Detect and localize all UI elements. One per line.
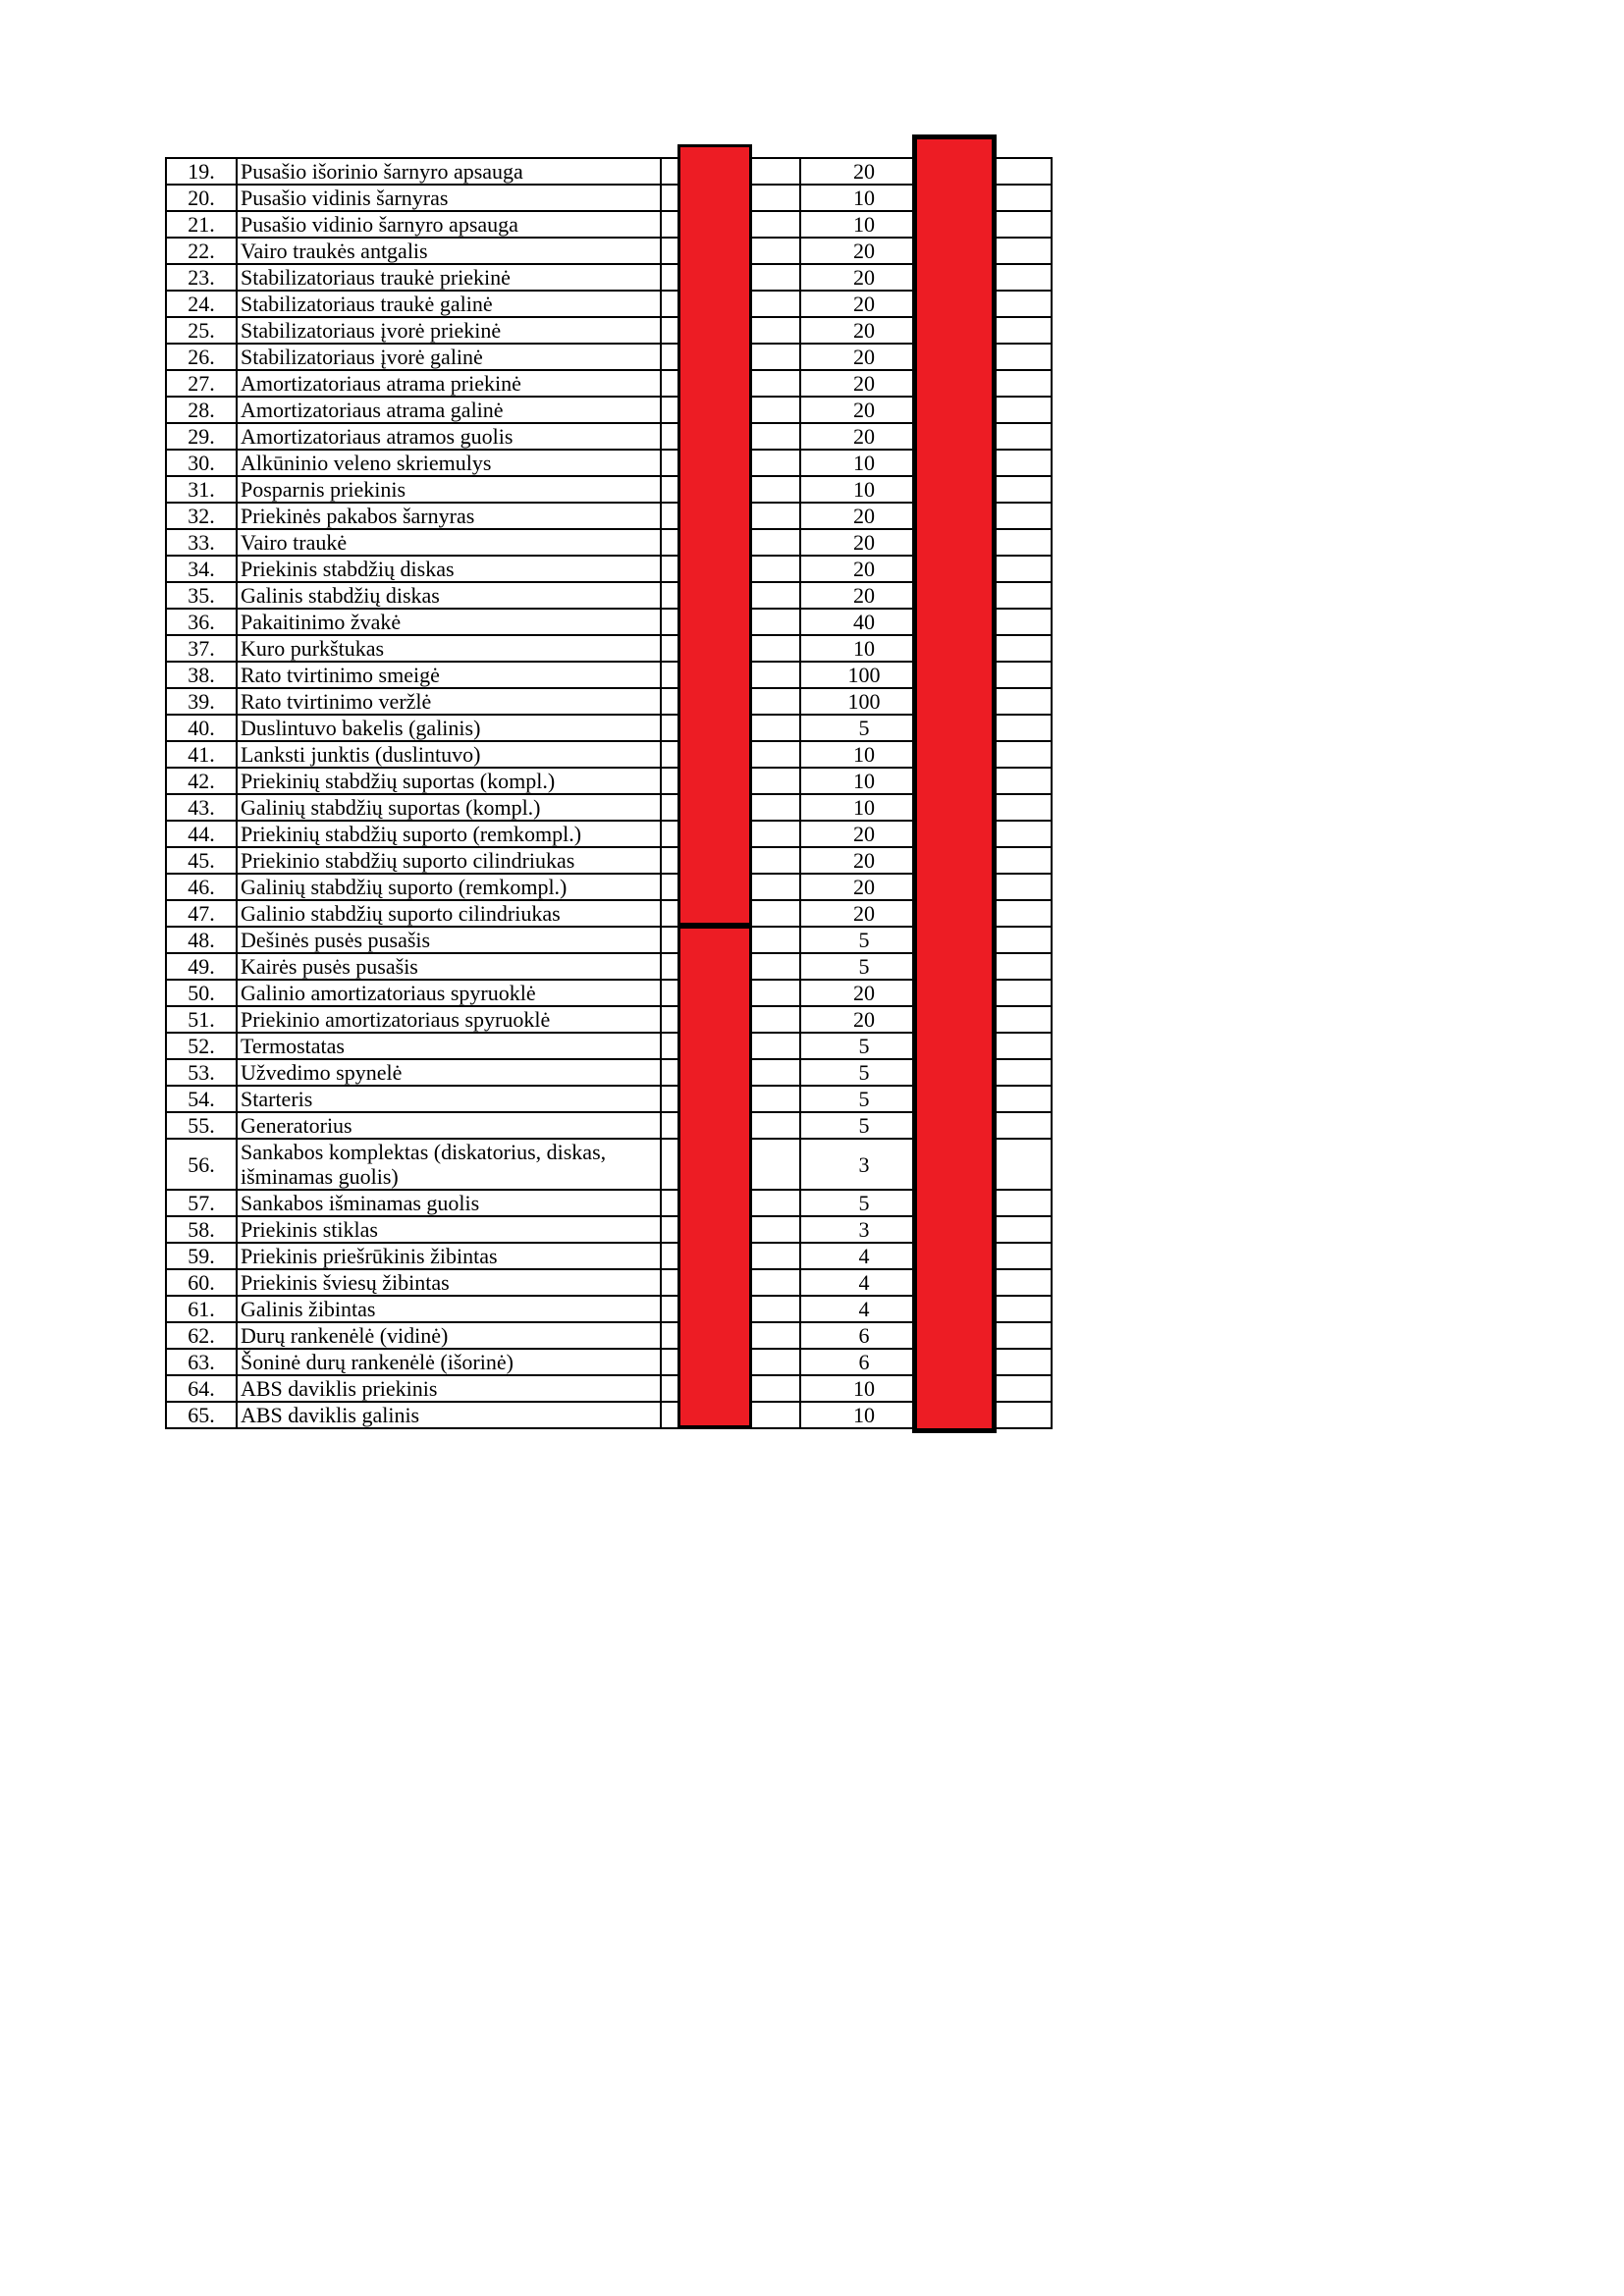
row-number: 65. [166,1402,237,1428]
row-number: 60. [166,1269,237,1296]
part-name: Priekinių stabdžių suporto (remkompl.) [237,821,661,847]
part-name: Starteris [237,1086,661,1112]
part-quantity: 10 [800,476,928,503]
part-name: Užvedimo spynelė [237,1059,661,1086]
row-number: 30. [166,450,237,476]
row-number: 21. [166,211,237,238]
part-quantity: 5 [800,1059,928,1086]
row-number: 54. [166,1086,237,1112]
row-number: 33. [166,529,237,556]
part-name: Priekinio amortizatoriaus spyruoklė [237,1006,661,1033]
part-name: Sankabos komplektas (diskatorius, diskas, išminamas guolis) [237,1139,661,1190]
part-quantity: 5 [800,715,928,741]
part-name: ABS daviklis galinis [237,1402,661,1428]
row-number: 49. [166,953,237,980]
row-number: 24. [166,291,237,317]
part-name: Kairės pusės pusašis [237,953,661,980]
part-name: Stabilizatoriaus traukė galinė [237,291,661,317]
part-name: Priekinis priešrūkinis žibintas [237,1243,661,1269]
part-quantity: 10 [800,794,928,821]
row-number: 31. [166,476,237,503]
part-name: Stabilizatoriaus įvorė galinė [237,344,661,370]
row-number: 37. [166,635,237,662]
row-number: 35. [166,582,237,609]
row-number: 63. [166,1349,237,1375]
part-quantity: 5 [800,1190,928,1216]
part-quantity: 5 [800,1112,928,1139]
part-quantity: 20 [800,556,928,582]
part-quantity: 10 [800,635,928,662]
row-number: 19. [166,158,237,185]
part-name: Priekinis stabdžių diskas [237,556,661,582]
part-name: ABS daviklis priekinis [237,1375,661,1402]
part-name: Alkūninio veleno skriemulys [237,450,661,476]
part-name: Vairo traukė [237,529,661,556]
row-number: 47. [166,900,237,927]
part-name: Duslintuvo bakelis (galinis) [237,715,661,741]
part-name: Durų rankenėlė (vidinė) [237,1322,661,1349]
row-number: 55. [166,1112,237,1139]
part-quantity: 20 [800,158,928,185]
row-number: 48. [166,927,237,953]
part-quantity: 20 [800,397,928,423]
part-quantity: 20 [800,238,928,264]
part-quantity: 20 [800,291,928,317]
part-name: Priekinio stabdžių suporto cilindriukas [237,847,661,874]
part-name: Amortizatoriaus atrama galinė [237,397,661,423]
row-number: 58. [166,1216,237,1243]
part-quantity: 10 [800,1402,928,1428]
row-number: 50. [166,980,237,1006]
part-quantity: 5 [800,1086,928,1112]
part-quantity: 20 [800,529,928,556]
row-number: 40. [166,715,237,741]
part-name: Pusašio vidinis šarnyras [237,185,661,211]
part-name: Priekinis stiklas [237,1216,661,1243]
part-name: Priekinės pakabos šarnyras [237,503,661,529]
part-quantity: 20 [800,370,928,397]
part-quantity: 10 [800,1375,928,1402]
part-quantity: 5 [800,1033,928,1059]
part-quantity: 20 [800,874,928,900]
part-name: Priekinių stabdžių suportas (kompl.) [237,768,661,794]
row-number: 29. [166,423,237,450]
redaction-bar-left-top [677,144,752,926]
part-quantity: 5 [800,927,928,953]
row-number: 43. [166,794,237,821]
part-name: Galinis stabdžių diskas [237,582,661,609]
row-number: 52. [166,1033,237,1059]
row-number: 51. [166,1006,237,1033]
part-name: Rato tvirtinimo veržlė [237,688,661,715]
part-name: Galinių stabdžių suporto (remkompl.) [237,874,661,900]
part-quantity: 4 [800,1243,928,1269]
part-name: Pusašio vidinio šarnyro apsauga [237,211,661,238]
part-quantity: 20 [800,503,928,529]
redaction-bar-right [912,134,997,1433]
row-number: 25. [166,317,237,344]
part-name: Sankabos išminamas guolis [237,1190,661,1216]
part-quantity: 4 [800,1269,928,1296]
part-quantity: 6 [800,1349,928,1375]
row-number: 59. [166,1243,237,1269]
part-name: Lanksti junktis (duslintuvo) [237,741,661,768]
part-quantity: 5 [800,953,928,980]
row-number: 41. [166,741,237,768]
part-quantity: 20 [800,1006,928,1033]
part-quantity: 100 [800,688,928,715]
part-quantity: 40 [800,609,928,635]
part-quantity: 20 [800,264,928,291]
row-number: 56. [166,1139,237,1190]
part-name: Šoninė durų rankenėlė (išorinė) [237,1349,661,1375]
part-quantity: 3 [800,1216,928,1243]
part-quantity: 20 [800,317,928,344]
part-quantity: 4 [800,1296,928,1322]
part-name: Amortizatoriaus atramos guolis [237,423,661,450]
part-name: Galinio stabdžių suporto cilindriukas [237,900,661,927]
part-name: Stabilizatoriaus traukė priekinė [237,264,661,291]
part-name: Stabilizatoriaus įvorė priekinė [237,317,661,344]
part-name: Dešinės pusės pusašis [237,927,661,953]
part-quantity: 100 [800,662,928,688]
row-number: 61. [166,1296,237,1322]
row-number: 44. [166,821,237,847]
part-name: Generatorius [237,1112,661,1139]
part-name: Termostatas [237,1033,661,1059]
row-number: 39. [166,688,237,715]
row-number: 32. [166,503,237,529]
part-quantity: 20 [800,344,928,370]
part-quantity: 20 [800,423,928,450]
part-name: Kuro purkštukas [237,635,661,662]
part-quantity: 10 [800,185,928,211]
part-quantity: 20 [800,900,928,927]
part-quantity: 20 [800,582,928,609]
part-name: Amortizatoriaus atrama priekinė [237,370,661,397]
part-quantity: 10 [800,768,928,794]
row-number: 57. [166,1190,237,1216]
part-quantity: 10 [800,450,928,476]
row-number: 38. [166,662,237,688]
row-number: 22. [166,238,237,264]
row-number: 62. [166,1322,237,1349]
row-number: 26. [166,344,237,370]
row-number: 46. [166,874,237,900]
row-number: 64. [166,1375,237,1402]
part-name: Pakaitinimo žvakė [237,609,661,635]
row-number: 27. [166,370,237,397]
part-name: Pusašio išorinio šarnyro apsauga [237,158,661,185]
row-number: 45. [166,847,237,874]
part-name: Rato tvirtinimo smeigė [237,662,661,688]
redaction-bar-left-bottom [677,926,752,1428]
part-name: Galinių stabdžių suportas (kompl.) [237,794,661,821]
part-name: Vairo traukės antgalis [237,238,661,264]
part-name: Priekinis šviesų žibintas [237,1269,661,1296]
row-number: 28. [166,397,237,423]
row-number: 23. [166,264,237,291]
part-quantity: 10 [800,211,928,238]
part-name: Galinis žibintas [237,1296,661,1322]
row-number: 42. [166,768,237,794]
part-quantity: 20 [800,821,928,847]
row-number: 36. [166,609,237,635]
part-quantity: 20 [800,980,928,1006]
row-number: 20. [166,185,237,211]
row-number: 53. [166,1059,237,1086]
part-quantity: 6 [800,1322,928,1349]
part-name: Posparnis priekinis [237,476,661,503]
part-quantity: 10 [800,741,928,768]
part-quantity: 20 [800,847,928,874]
part-quantity: 3 [800,1139,928,1190]
part-name: Galinio amortizatoriaus spyruoklė [237,980,661,1006]
row-number: 34. [166,556,237,582]
